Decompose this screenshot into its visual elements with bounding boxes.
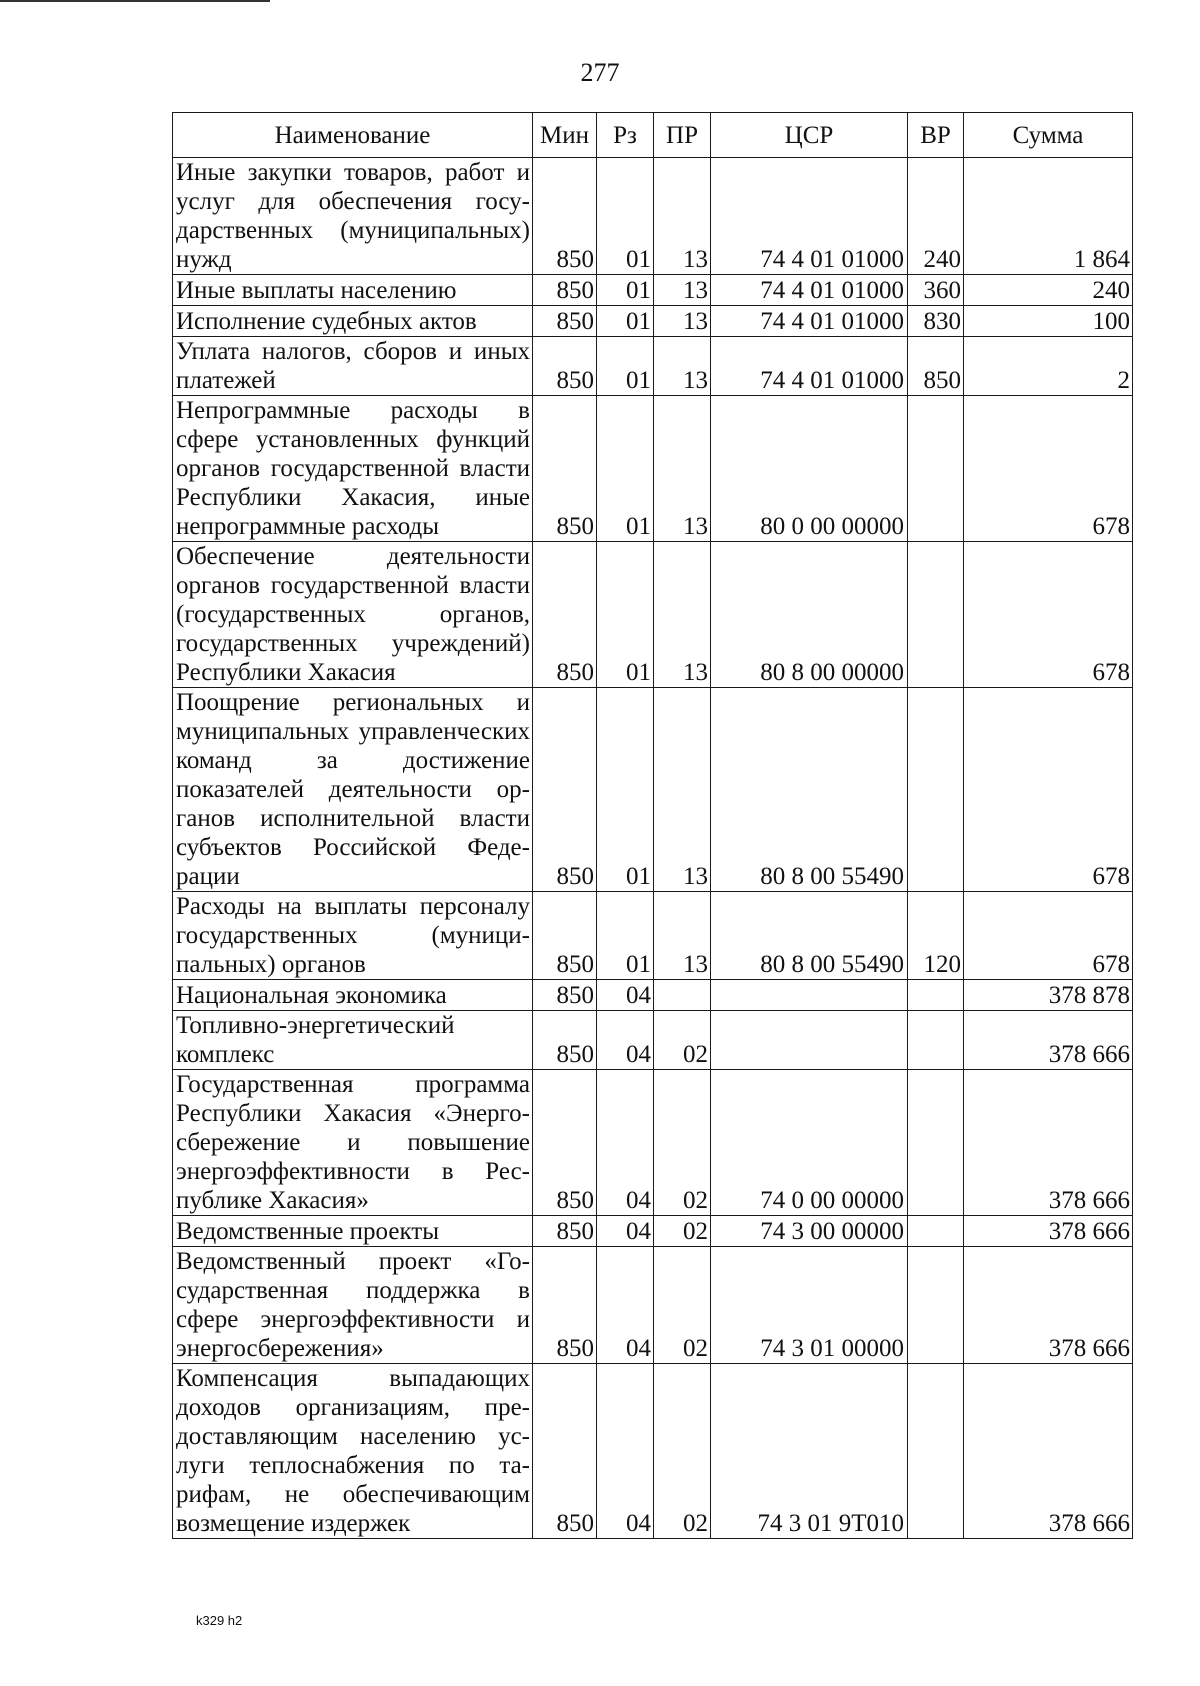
- cell-min: 850: [533, 1364, 597, 1539]
- cell-rz: 01: [597, 396, 654, 542]
- cell-sum: 1 864: [964, 158, 1133, 275]
- cell-pr: 13: [654, 542, 711, 688]
- cell-pr: 13: [654, 337, 711, 396]
- page-number: 277: [580, 58, 620, 87]
- cell-pr: 13: [654, 396, 711, 542]
- cell-sum: 678: [964, 892, 1133, 980]
- cell-vr: [908, 980, 964, 1011]
- table-body: [173, 158, 1133, 1539]
- header-pr: ПР: [654, 113, 711, 158]
- cell-csr: 74 4 01 01000: [711, 337, 908, 396]
- table-row: [173, 1070, 1133, 1216]
- cell-rz: 01: [597, 542, 654, 688]
- cell-min: 850: [533, 1247, 597, 1364]
- cell-name: Иные выплаты населению: [173, 275, 533, 306]
- table-row: [173, 1216, 1133, 1247]
- cell-vr: 240: [908, 158, 964, 275]
- cell-name: Уплата налогов, сборов и иных платежей: [173, 337, 533, 396]
- cell-sum: 678: [964, 396, 1133, 542]
- cell-name: Расходы на выплаты персоналу государственных (муниципальных) органов: [173, 892, 533, 980]
- cell-pr: 02: [654, 1247, 711, 1364]
- cell-pr: 13: [654, 688, 711, 892]
- cell-rz: 01: [597, 337, 654, 396]
- cell-rz: 01: [597, 158, 654, 275]
- cell-rz: 04: [597, 1247, 654, 1364]
- cell-pr: 02: [654, 1070, 711, 1216]
- cell-sum: 100: [964, 306, 1133, 337]
- table-row: [173, 542, 1133, 688]
- cell-rz: 04: [597, 1011, 654, 1070]
- cell-min: 850: [533, 275, 597, 306]
- cell-name: Непрограммные расходы в сфере установленных функций органов государственной власти Республики Хакасия, иные непрограммные расходы: [173, 396, 533, 542]
- cell-csr: 74 4 01 01000: [711, 275, 908, 306]
- cell-min: 850: [533, 980, 597, 1011]
- cell-vr: 360: [908, 275, 964, 306]
- cell-name: Поощрение региональных и муниципальных управленческих команд за достижение показателей деятельности органов исполнительной власти субъектов Российской Федерации: [173, 688, 533, 892]
- cell-vr: 850: [908, 337, 964, 396]
- cell-csr: 74 3 01 9Т010: [711, 1364, 908, 1539]
- cell-name: Исполнение судебных актов: [173, 306, 533, 337]
- cell-name: Ведомственные проекты: [173, 1216, 533, 1247]
- cell-vr: [908, 1011, 964, 1070]
- cell-rz: 04: [597, 1364, 654, 1539]
- table-row: [173, 688, 1133, 892]
- header-vr: ВР: [908, 113, 964, 158]
- cell-pr: 02: [654, 1216, 711, 1247]
- cell-pr: 13: [654, 306, 711, 337]
- header-name: Наименование: [173, 113, 533, 158]
- cell-min: 850: [533, 306, 597, 337]
- cell-csr: 74 3 00 00000: [711, 1216, 908, 1247]
- cell-pr: 13: [654, 158, 711, 275]
- cell-pr: 13: [654, 892, 711, 980]
- table-row: [173, 275, 1133, 306]
- cell-csr: 74 3 01 00000: [711, 1247, 908, 1364]
- table-row: [173, 396, 1133, 542]
- cell-csr: [711, 980, 908, 1011]
- table-row: [173, 892, 1133, 980]
- cell-min: 850: [533, 337, 597, 396]
- cell-sum: 378 666: [964, 1011, 1133, 1070]
- cell-rz: 01: [597, 688, 654, 892]
- cell-pr: 02: [654, 1011, 711, 1070]
- cell-csr: 80 8 00 55490: [711, 892, 908, 980]
- cell-sum: 378 878: [964, 980, 1133, 1011]
- cell-sum: 678: [964, 542, 1133, 688]
- cell-rz: 01: [597, 306, 654, 337]
- header-csr: ЦСР: [711, 113, 908, 158]
- cell-sum: 2: [964, 337, 1133, 396]
- cell-sum: 678: [964, 688, 1133, 892]
- cell-csr: 74 4 01 01000: [711, 306, 908, 337]
- cell-csr: 74 0 00 00000: [711, 1070, 908, 1216]
- cell-name: Ведомственный проект «Государственная поддержка в сфере энергоэффективности и энергосбережения»: [173, 1247, 533, 1364]
- cell-name: Топливно-энергетический комплекс: [173, 1011, 533, 1070]
- table-row: [173, 980, 1133, 1011]
- cell-pr: [654, 980, 711, 1011]
- cell-rz: 04: [597, 980, 654, 1011]
- table-row: [173, 1247, 1133, 1364]
- cell-vr: [908, 1364, 964, 1539]
- cell-csr: [711, 1011, 908, 1070]
- table-row: [173, 306, 1133, 337]
- table-row: [173, 1364, 1133, 1539]
- cell-vr: [908, 542, 964, 688]
- header-rz: Рз: [597, 113, 654, 158]
- cell-vr: [908, 1247, 964, 1364]
- cell-csr: 74 4 01 01000: [711, 158, 908, 275]
- cell-min: 850: [533, 1070, 597, 1216]
- cell-csr: 80 8 00 55490: [711, 688, 908, 892]
- cell-csr: 80 8 00 00000: [711, 542, 908, 688]
- cell-vr: [908, 688, 964, 892]
- cell-min: 850: [533, 542, 597, 688]
- table-row: [173, 1011, 1133, 1070]
- cell-name: Обеспечение деятельности органов государственной власти (государственных органов, государственных учреждений) Республики Хакасия: [173, 542, 533, 688]
- footer-code: k329 h2: [196, 1613, 243, 1628]
- table-row: [173, 158, 1133, 275]
- cell-vr: 830: [908, 306, 964, 337]
- table-row: [173, 337, 1133, 396]
- cell-vr: 120: [908, 892, 964, 980]
- cell-sum: 378 666: [964, 1216, 1133, 1247]
- cell-sum: 378 666: [964, 1247, 1133, 1364]
- header-min: Мин: [533, 113, 597, 158]
- top-left-rule: [0, 0, 270, 2]
- cell-pr: 13: [654, 275, 711, 306]
- cell-rz: 04: [597, 1216, 654, 1247]
- cell-rz: 01: [597, 892, 654, 980]
- cell-pr: 02: [654, 1364, 711, 1539]
- cell-csr: 80 0 00 00000: [711, 396, 908, 542]
- cell-vr: [908, 396, 964, 542]
- cell-vr: [908, 1216, 964, 1247]
- table-header-row: [173, 113, 1133, 158]
- cell-min: 850: [533, 158, 597, 275]
- cell-min: 850: [533, 396, 597, 542]
- cell-name: Компенсация выпадающих доходов организациям, предоставляющим населению услуги теплоснабжения по тарифам, не обеспечивающим возмещение издержек: [173, 1364, 533, 1539]
- cell-sum: 378 666: [964, 1364, 1133, 1539]
- cell-sum: 240: [964, 275, 1133, 306]
- cell-name: Иные закупки товаров, работ и услуг для обеспечения государственных (муниципальных) нужд: [173, 158, 533, 275]
- cell-rz: 01: [597, 275, 654, 306]
- cell-min: 850: [533, 688, 597, 892]
- cell-name: Государственная программа Республики Хакасия «Энергосбережение и повышение энергоэффективности в Республике Хакасия»: [173, 1070, 533, 1216]
- budget-table: [172, 112, 1133, 1539]
- header-sum: Сумма: [964, 113, 1133, 158]
- cell-min: 850: [533, 1011, 597, 1070]
- cell-min: 850: [533, 1216, 597, 1247]
- cell-name: Национальная экономика: [173, 980, 533, 1011]
- cell-vr: [908, 1070, 964, 1216]
- cell-sum: 378 666: [964, 1070, 1133, 1216]
- cell-rz: 04: [597, 1070, 654, 1216]
- cell-min: 850: [533, 892, 597, 980]
